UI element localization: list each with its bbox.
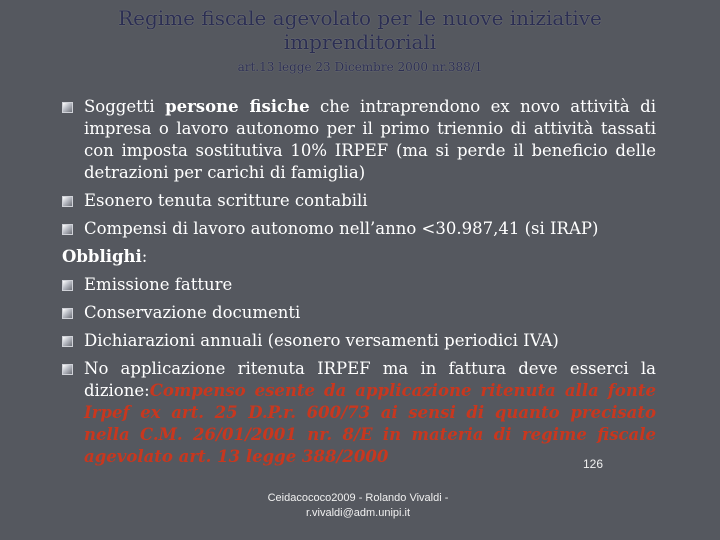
bullet-text-post: che intraprendono ex novo attività di impresa o lavoro autonomo per il primo triennio di attività tassati con imposta sostitutiva 10% IRPEF (ma si perde il beneficio delle detrazioni per carichi di famiglia): [84, 97, 656, 182]
title-subtitle: art.13 legge 23 Dicembre 2000 nr.388/1: [237, 60, 483, 74]
bullet-text: Conservazione documenti: [84, 303, 301, 322]
obblighi-heading: [62, 246, 656, 268]
bullet-text-pre: No applicazione ritenuta IRPEF ma in fattura deve esserci la dizione:: [84, 359, 656, 400]
title-line-2: imprenditoriali: [283, 30, 437, 54]
obblighi-label: Obblighi: [62, 247, 142, 266]
bullet-text: Emissione fatture: [84, 275, 233, 294]
page-number: 126: [583, 457, 604, 471]
bullet-text: Dichiarazioni annuali (esonero versamenti periodici IVA): [84, 331, 559, 350]
bullet-item-compensi: [62, 218, 656, 240]
checkbox-square-icon: [62, 308, 73, 319]
checkbox-square-icon: [62, 102, 73, 113]
bullet-item-dichiarazioni: [62, 330, 656, 352]
checkbox-square-icon: [62, 364, 73, 375]
footer-author: Ceidacococo2009 - Rolando Vivaldi - r.vivaldi@adm.unipi.it: [267, 492, 449, 519]
bullet-text: Compensi di lavoro autonomo nell’anno <30.987,41 (si IRAP): [84, 219, 599, 238]
bullet-item-ritenuta: [62, 358, 656, 468]
slide-title: [60, 6, 660, 76]
bullet-item-esonero: [62, 190, 656, 212]
checkbox-square-icon: [62, 196, 73, 207]
bullet-text-bold: persone fisiche: [165, 97, 310, 116]
checkbox-square-icon: [62, 224, 73, 235]
bullet-text: Esonero tenuta scritture contabili: [84, 191, 368, 210]
slide-body: [62, 96, 656, 468]
obblighi-colon: :: [141, 247, 148, 266]
title-line-1: Regime fiscale agevolato per le nuove iniziative: [118, 6, 602, 30]
highlighted-dicitura: Compenso esente da applicazione ritenuta alla fonte Irpef ex art. 25 D.P.r. 600/73 ai sensi di quanto precisato nella C.M. 26/01/2001 nr. 8/E in materia di regime fiscale agevolato art. 13 legge 388/2000: [84, 381, 656, 466]
bullet-item-fatture: [62, 274, 656, 296]
bullet-item-soggetti: [62, 96, 656, 184]
bullet-text-pre: Soggetti: [84, 97, 166, 116]
checkbox-square-icon: [62, 336, 73, 347]
bullet-item-conservazione: [62, 302, 656, 324]
checkbox-square-icon: [62, 280, 73, 291]
